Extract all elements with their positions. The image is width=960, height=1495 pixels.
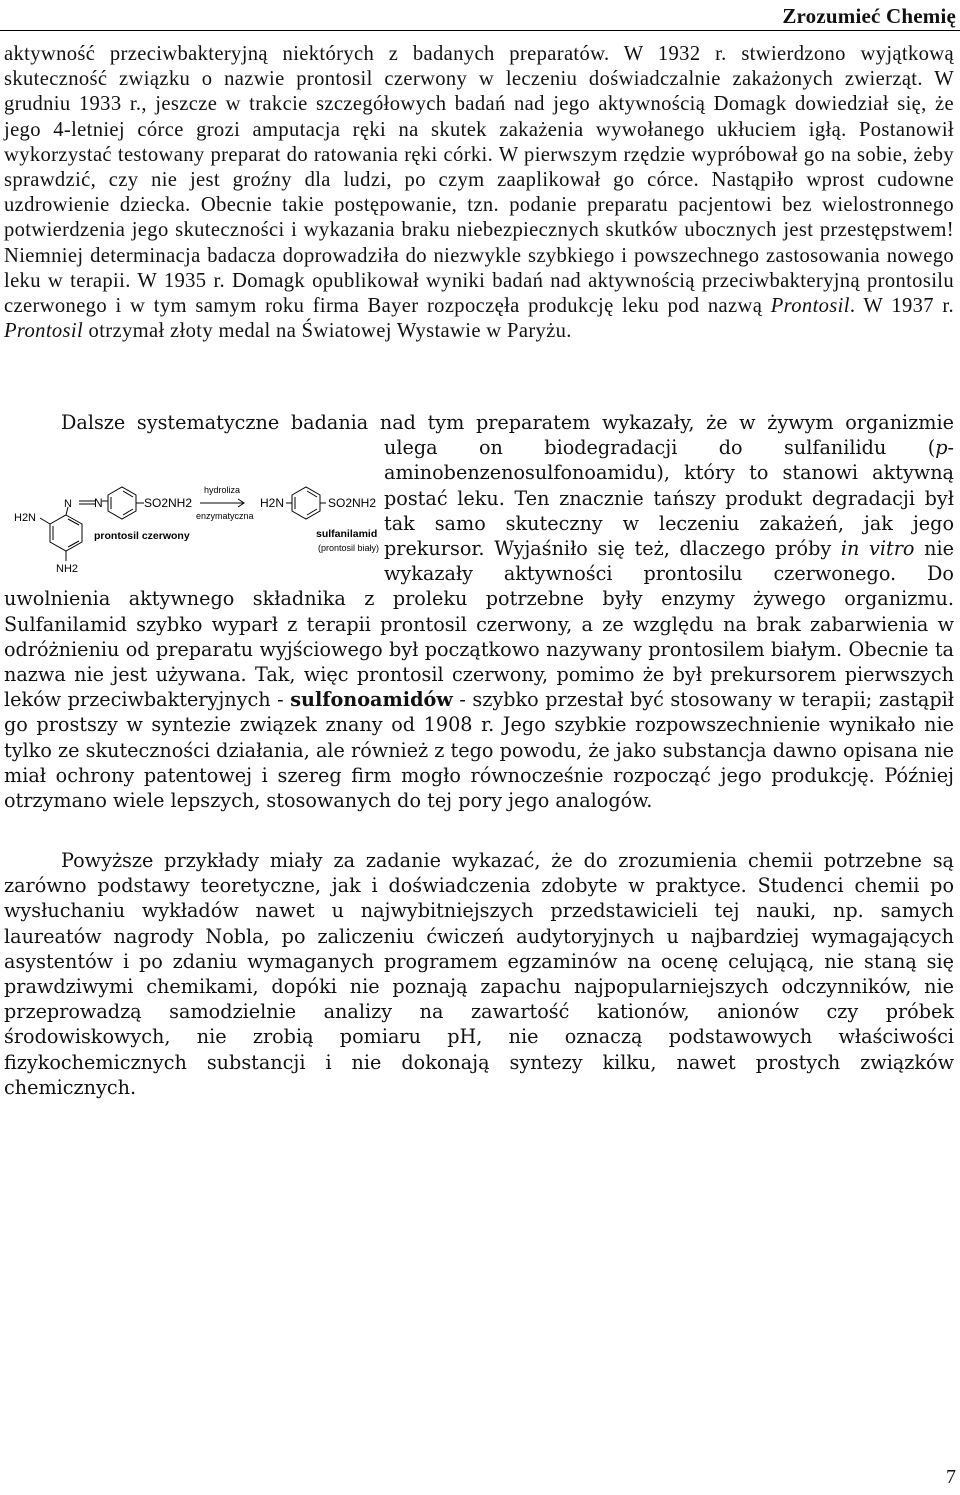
h2n-right-label: H2N <box>260 496 285 511</box>
prontosil-bialy-caption: (prontosil biały) <box>318 543 380 554</box>
p2-text-2: nie wykazały aktywności prontosilu czerwonego. Do uwolnienia aktywnego składnika z proleku potrzebne były enzymy żywego organizmu. Sulfanilamid szybko wyparł z terapii prontosil czerwony, a ze względu na brak zabarwienia w odróżnieniu od preparatu wyjściowego był początkowo nazywany prontosilem białym. Obecnie ta nazwa nie jest używana. Tak, więc prontosil czerwony, pomimo że był prekursorem pierwszych leków przeciwbakteryjnych - <box>4 537 954 712</box>
p2-emphasis-in-vitro: in vitro <box>840 537 915 561</box>
p1-text-1: aktywność przeciwbakteryjną niektórych z badanych preparatów. W 1932 r. stwierdzono wyjątkową skuteczność związku o nazwie prontosil czerwony w leczeniu doświadczalnie zakażonych zwierząt. W grudniu 1933 r., jeszcze w trakcie szczegółowych badań nad jego aktywnością Domagk dowiedział się, że jego 4-letniej córce grozi amputacja ręki na skutek zakażenia wywołanego ukłuciem igłą. Postanowił wykorzystać testowany preparat do ratowania ręki córki. W pierwszym rzędzie wypróbował go na sobie, żeby sprawdzić, czy nie jest groźny dla ludzi, po czym zaaplikował go córce. Nastąpiło wprost cudowne uzdrowienie dziecka. Obecnie takie postępowanie, tzn. podanie preparatu pacjentowi bez wielostronnego potwierdzenia jego skuteczności i wykazania braku niebezpiecznych skutków ubocznych jest przestępstwem! Niemniej determinacja badacza doprowadziła do niezwykle szybkiego i powszechnego zastosowania nowego leku w terapii. W 1935 r. Domagk opublikował wyniki badań nad aktywnością przeciwbakteryjną prontosilu czerwonego i w tym samym roku firma Bayer rozpoczęła produkcję leku pod nazwą <box>4 43 954 318</box>
p2-emphasis-p: p <box>935 436 948 460</box>
p2-intro: Dalsze systematyczne badania nad tym preparatem wykazały, że w żywym organizmie ulega on biodegradacji do sulfanilidu ( <box>61 411 954 460</box>
azo-n1-label: N <box>64 498 72 511</box>
paragraph-1 <box>4 42 954 344</box>
p1-emphasis-2: Prontosil <box>4 320 84 343</box>
nh2-bottom-label: NH2 <box>56 563 79 576</box>
double-bond-ring1-b <box>68 519 79 525</box>
p1-emphasis-1: Prontosil <box>770 295 850 318</box>
so2nh2-left-label: SO2NH2 <box>144 496 193 511</box>
benzene-ring-right <box>292 487 320 519</box>
p2-text-1: -aminobenzenosulfonoamidu), który to stanowi aktywną postać leku. Ten znacznie tańszy produkt degradacji był tak samo skuteczny w leczeniu zakażeń, jak jego prekursor. Wyjaśniło się też, dlaczego próby <box>384 436 954 561</box>
p1-text-3: otrzymał złoty medal na Światowej Wystawie w Paryżu. <box>83 320 572 343</box>
h2n-left-label: H2N <box>14 512 37 525</box>
azo-n2-label: N <box>94 496 103 511</box>
paragraph-2 <box>4 410 954 813</box>
p2-text-3: - szybko przestał być stosowany w terapii; zastąpił go prostszy w syntezie związek znany od 1908 r. Jego szybkie rozpowszechnienie wynikało nie tylko ze skuteczności działania, ale również z tego powodu, że jako substancja dawno opisana nie miał ochrony patentowej i szereg firm mogło równocześnie rozpocząć jego produkcję. Później otrzymano wiele lepszych, stosowanych do tej pory jego analogów. <box>4 688 954 813</box>
so2nh2-right-label: SO2NH2 <box>328 496 377 511</box>
p1-text-2: . W 1937 r. <box>849 295 954 318</box>
p2-bold-term: sulfonoamidów <box>290 688 453 712</box>
header-rule <box>0 30 960 31</box>
bond-to-h2n <box>40 518 50 524</box>
double-bond-ring1-c <box>68 541 79 547</box>
paragraph-3: Powyższe przykłady miały za zadanie wykazać, że do zrozumienia chemii potrzebne są zarówno podstawy teoretyczne, jak i doświadczenia zdobyte w praktyce. Studenci chemii po wysłuchaniu wykładów nawet u najwybitniejszych przedstawicieli tej nauki, np. samych laureatów nagrody Nobla, po zaliczeniu ćwiczeń audytoryjnych u najbardziej wymagających asystentów i po zdaniu wymaganych programem egzaminów na ocenę celującą, nie staną się prawdziwymi chemikami, dopóki nie poznają zapachu najpopularniejszych odczynników, nie przeprowadzą samodzielnie analizy na zawartość kationów, anionów czy próbek środowiskowych, nie zrobią pomiaru pH, nie oznaczą podstawowych właściwości fizykochemicznych substancji i nie dokonają syntezy kilku, nawet prostych związków chemicznych. <box>4 849 954 1099</box>
sulfanilamid-caption: sulfanilamid <box>316 528 378 541</box>
running-header: Zrozumieć Chemię <box>782 4 956 28</box>
benzene-ring-middle <box>108 487 136 519</box>
arrow-label-bottom: enzymatyczna <box>196 511 254 522</box>
reaction-scheme-svg <box>4 437 380 582</box>
prontosil-caption: prontosil czerwony <box>94 530 190 543</box>
prontosil-hydrolysis-scheme <box>4 437 380 582</box>
benzene-ring-left <box>50 515 82 551</box>
arrow-label-top: hydroliza <box>204 485 241 496</box>
page-number: 7 <box>946 1466 956 1488</box>
